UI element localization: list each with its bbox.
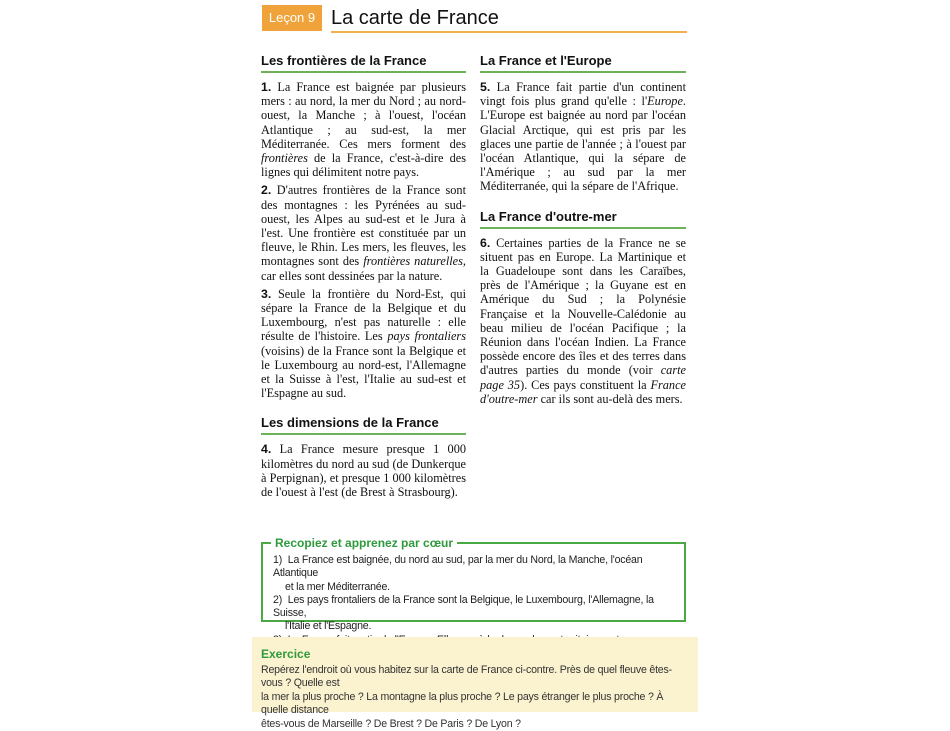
memorize-box-title: Recopiez et apprenez par cœur (271, 535, 457, 551)
paragraph-5: 5. La France fait partie d'un continent vingt fois plus grand qu'elle : l'Europe. L'Europe est baignée au nord par l'océan Glacial Arctique, qui est pris par les glaces une partie de l'année ; à l'ouest par l'océan Atlantique, qui la sépare de l'Amérique ; au sud par la mer Méditerranée, qui la sépare de l'Afrique. (480, 80, 686, 194)
paragraph-number: 5. (480, 80, 491, 94)
section-title-frontieres: Les frontières de la France (261, 52, 466, 73)
textbook-page (252, 0, 698, 730)
exercise-line: la mer la plus proche ? La montagne la plus proche ? Le pays étranger le plus proche ? À quelle distance (261, 690, 664, 717)
page-title: La carte de France (331, 7, 499, 29)
paragraph-number: 2. (261, 183, 272, 198)
exercise-text (261, 664, 691, 731)
exercise-title: Exercice (261, 647, 311, 661)
paragraph-number: 4. (261, 442, 272, 457)
section-title-europe: La France et l'Europe (480, 52, 686, 73)
paragraph-number: 3. (261, 286, 272, 301)
key-term: France d'outre-mer (480, 377, 686, 406)
left-column (261, 52, 466, 503)
paragraph-number: 6. (480, 235, 491, 250)
title-underline (331, 31, 687, 33)
section-title-outremer: La France d'outre-mer (480, 208, 686, 229)
right-column (480, 52, 686, 410)
paragraph-number: 1. (261, 80, 272, 94)
paragraph-3: 3. Seule la frontière du Nord-Est, qui sépare la France de la Belgique et du Luxembourg, n'est pas naturelle : elle résulte de l'histoire. Les pays frontaliers (voisins) de la France sont la Belgique et le Luxembourg au nord-est, l'Allemagne et la Suisse à l'est, l'Italie au sud-est et l'Espagne au sud. (261, 286, 466, 401)
exercise-line: êtes-vous de Marseille ? De Brest ? De Paris ? De Lyon ? (261, 717, 521, 730)
exercise-line: Repérez l'endroit où vous habitez sur la carte de France ci-contre. Près de quel fleuve êtes-vous ? Quelle est (261, 664, 672, 690)
key-term: frontières (261, 151, 308, 166)
paragraph-2: 2. D'autres frontières de la France sont des montagnes : les Pyrénées au sud-ouest, les Alpes au sud-est et le Jura à l'est. Une frontière est constituée par un fleuve, le Rhin. Les mers, les fleuves, les montagnes sont des frontières naturelles, car elles sont dessinées par la nature. (261, 183, 466, 283)
paragraph-4: 4. La France mesure presque 1 000 kilomètres du nord au sud (de Dunkerque à Perpignan), et presque 1 000 kilomètres de l'ouest à l'est (de Brest à Strasbourg). (261, 442, 466, 500)
memorize-list (273, 554, 678, 647)
lesson-tag: Leçon 9 (262, 5, 322, 31)
memorize-box (261, 536, 686, 633)
page-reference: carte page 35 (480, 363, 686, 392)
section-title-dimensions: Les dimensions de la France (261, 414, 466, 435)
memorize-item: 1) La France est baignée, du nord au sud, par la mer du Nord, la Manche, l'océan Atlantique et la mer Méditerranée. (273, 554, 643, 593)
paragraph-6: 6. Certaines parties de la France ne se situent pas en Europe. La Martinique et la Guadeloupe sont dans les Caraïbes, près de l'Amérique ; la Guyane est en Amérique du Sud ; la Polynésie Française et la Nouvelle-Calédonie au beau milieu de l'océan Pacifique ; la Réunion dans l'océan Indien. La France possède encore des îles et des terres dans d'autres parties du monde (voir carte page 35). Ces pays constituent la France d'outre-mer car ils sont au-delà des mers. (480, 235, 686, 406)
exercise-panel (252, 637, 698, 730)
key-term: Europe (647, 94, 683, 109)
key-term: pays frontaliers (387, 329, 466, 344)
memorize-item: 2) Les pays frontaliers de la France sont la Belgique, le Luxembourg, l'Allemagne, la Suisse, l'Italie et l'Espagne. (273, 593, 654, 633)
paragraph-1: 1. La France est baignée par plusieurs mers : au nord, la mer du Nord ; au nord-ouest, la Manche ; à l'ouest, l'océan Atlantique ; au sud-est, la mer Méditerranée. Ces mers forment des frontières de la France, c'est-à-dire des lignes qui délimitent notre pays. (261, 80, 466, 180)
key-term: frontières naturelles (363, 254, 463, 269)
